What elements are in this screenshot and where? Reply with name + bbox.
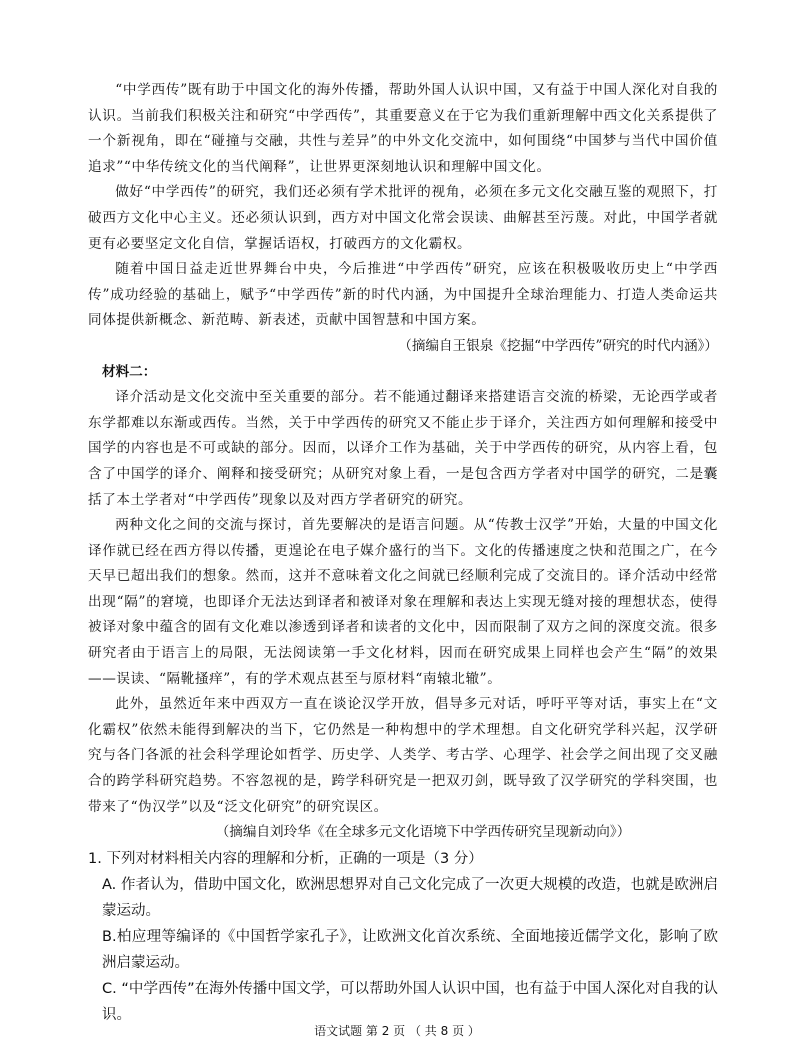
material-two-heading: 材料二： — [102, 363, 157, 380]
material-two-citation: （摘编自刘玲华《在全球多元文化语境下中学西传研究呈现新动向》） — [215, 824, 631, 841]
material-one-paragraph-3: 随着中国日益走近世界舞台中央，今后推进“中学西传”研究，应该在积极吸收历史上“中学西传”成功经验的基础上，赋予“中学西传”新的时代内涵，为中国提升全球治理能力、打造人类命运共同体提供新概念、新范畴、新表述，贡献中国智慧和中国方案。 — [88, 261, 718, 329]
page-footer: 语文试题 第 2 页 （ 共 8 页 ） — [314, 1024, 480, 1038]
material-one-paragraph-2: 做好“中学西传”的研究，我们还必须有学术批评的视角，必须在多元文化交融互鉴的观照下，打破西方文化中心主义。还必须认识到，西方对中国文化常会误读、曲解甚至污蔑。对此，中国学者就更有必要坚定文化自信，掌握话语权，打破西方的文化霸权。 — [88, 184, 718, 252]
option-b: B.柏应理等编译的《中国哲学家孔子》，让欧洲文化首次系统、全面地接近儒学文化，影响了欧洲启蒙运动。 — [102, 928, 718, 971]
option-a: A. 作者认为，借助中国文化，欧洲思想界对自己文化完成了一次更大规模的改造，也就是欧洲启蒙运动。 — [102, 876, 718, 919]
material-one-paragraph-1: “中学西传”既有助于中国文化的海外传播，帮助外国人认识中国，又有益于中国人深化对自我的认识。当前我们积极关注和研究“中学西传”，其重要意义在于它为我们重新理解中西文化关系提供了一个新视角，即在“碰撞与交融，共性与差异”的中外文化交流中，如何围绕“中国梦与当代中国价值追求”“中华传统文化的当代阐释”，让世界更深刻地认识和理解中国文化。 — [88, 82, 718, 175]
option-c: C. “中学西传”在海外传播中国文学，可以帮助外国人认识中国，也有益于中国人深化对自我的认识。 — [102, 980, 718, 1023]
material-two-paragraph-3: 此外，虽然近年来中西双方一直在谈论汉学开放，倡导多元对话，呼吁平等对话，事实上在“文化霸权”依然未能得到解决的当下，它仍然是一种构想中的学术理想。自文化研究学科兴起，汉学研究与各门各派的社会科学理论如哲学、历史学、人类学、考古学、心理学、社会学之间出现了交叉融合的跨学科研究趋势。不容忽视的是，跨学科研究是一把双刃剑，既导致了汉学研究的学科突围，也带来了“伪汉学”以及“泛文化研究”的研究误区。 — [88, 696, 718, 815]
material-two-paragraph-2: 两种文化之间的交流与探讨，首先要解决的是语言问题。从“传教士汉学”开始，大量的中国文化译作就已经在西方得以传播，更遑论在电子媒介盛行的当下。文化的传播速度之快和范围之广，在今天早已超出我们的想象。然而，这并不意味着文化之间就已经顺利完成了交流目的。译介活动中经常出现“隔”的窘境，也即译介无法达到译者和被译对象在理解和表达上实现无缝对接的理想状态，使得被译对象中蕴含的固有文化难以渗透到译者和读者的文化中，因而限制了双方之间的深度交流。很多研究者由于语言上的局限，无法阅读第一手文化材料，因而在研究成果上同样也会产生“隔”的效果——误读、“隔靴搔痒”，有的学术观点甚至与原材料“南辕北辙”。 — [88, 517, 718, 687]
material-one-citation: （摘编自王银泉《挖掘“中学西传”研究的时代内涵》） — [398, 337, 718, 354]
question-stem: 1. 下列对材料相关内容的理解和分析，正确的一项是（3 分） — [88, 850, 483, 867]
exam-page — [88, 78, 718, 1028]
material-two-paragraph-1: 译介活动是文化交流中至关重要的部分。若不能通过翻译来搭建语言交流的桥梁，无论西学或者东学都难以东渐或西传。当然，关于中学西传的研究又不能止步于译介，关注西方如何理解和接受中国学的内容也是不可或缺的部分。因而，以译介工作为基础，关于中学西传的研究，从内容上看，包含了中国学的译介、阐释和接受研究；从研究对象上看，一是包含西方学者对中国学的研究，二是囊括了本土学者对“中学西传”现象以及对西方学者研究的研究。 — [88, 389, 718, 508]
